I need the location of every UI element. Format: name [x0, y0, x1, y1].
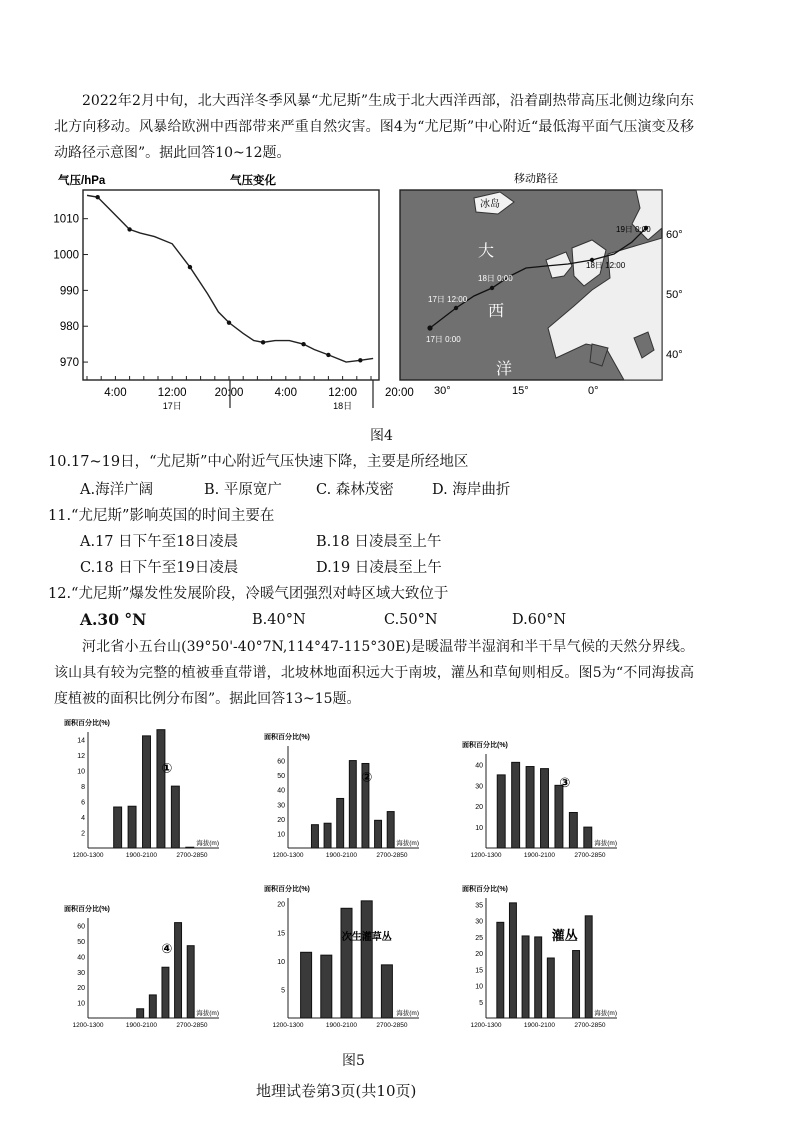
pressure-point: [227, 320, 231, 324]
lon-label: 15°: [512, 385, 529, 397]
intro-paragraph-2: 河北省小五台山(39°50'-40°7N,114°47-115°30E)是暖温带半湿润和半干旱气候的天然分界线。该山具有较为完整的植被垂直带谱，北坡林地面积远大于南坡，灌丛和草甸则相反。图5为“不同海拔高度植被的面积比例分布图”。据此回答13~15题。: [54, 639, 694, 707]
track-point: [454, 306, 458, 310]
bar: [361, 901, 372, 1018]
bar: [522, 936, 529, 1018]
day-label: 18日: [333, 401, 353, 411]
y-tick-label: 970: [59, 357, 79, 370]
y-axis-label: 面积百分比(%): [264, 886, 310, 893]
y-tick-label: 30: [77, 969, 85, 977]
y-tick-label: 14: [77, 737, 85, 745]
pressure-chart: [50, 168, 414, 413]
x-tick-label: 12:00: [157, 387, 187, 399]
bar: [375, 820, 382, 848]
y-tick-label: 6: [81, 799, 85, 807]
y-tick-label: 10: [277, 958, 285, 966]
chart-id-label: ③: [559, 774, 571, 790]
bar-chart: [262, 730, 427, 866]
q10-option-d: D. 海岸曲折: [432, 482, 511, 498]
bar: [509, 903, 516, 1018]
y-axis-label: 面积百分比(%): [64, 906, 110, 913]
bar: [175, 923, 182, 1018]
iceland-label: 冰岛: [480, 199, 500, 210]
question-12-stem: 12.“尤尼斯”爆发性发展阶段，冷暖气团强烈对峙区域大致位于: [48, 586, 449, 602]
question-10-stem: 10.17~19日，“尤尼斯”中心附近气压快速下降，主要是所经地区: [48, 454, 469, 470]
y-tick-label: 10: [277, 831, 285, 839]
ocean-char-1: 大: [478, 243, 495, 260]
bar: [187, 946, 194, 1018]
bar: [157, 730, 165, 848]
x-axis-label: 海拔(m): [196, 840, 219, 847]
y-tick-label: 5: [479, 999, 483, 1007]
y-tick-label: 40: [277, 787, 285, 795]
bar: [555, 785, 563, 848]
bar: [114, 807, 122, 848]
y-tick-label: 10: [475, 983, 483, 991]
question-11-stem: 11.“尤尼斯”影响英国的时间主要在: [48, 508, 275, 524]
x-tick-label: 20:00: [385, 387, 414, 399]
bar: [497, 775, 505, 848]
bar: [149, 995, 156, 1018]
q12-option-c: C.50°N: [384, 612, 438, 628]
x-tick-label: 1200-1300: [470, 1022, 502, 1029]
x-tick-label: 1200-1300: [470, 852, 502, 859]
y-tick-label: 15: [475, 967, 483, 975]
y-tick-label: 40: [475, 762, 483, 770]
bar: [541, 769, 549, 848]
lat-label: 50°: [666, 289, 683, 301]
y-tick-label: 20: [475, 804, 483, 812]
y-tick-label: 5: [281, 987, 285, 995]
track-label: 17日 0:00: [426, 335, 461, 344]
y-axis-label: 面积百分比(%): [64, 720, 110, 727]
y-tick-label: 1010: [53, 213, 79, 226]
y-tick-label: 50: [277, 773, 285, 781]
bar: [324, 823, 331, 848]
pressure-point: [261, 340, 265, 344]
bar-chart: [62, 716, 227, 866]
x-tick-label: 2700-2850: [574, 852, 606, 859]
y-tick-label: 20: [277, 901, 285, 909]
bar: [171, 786, 179, 848]
q10-option-a: A.海洋广阔: [80, 482, 154, 498]
bar: [512, 762, 520, 848]
pressure-title: 气压变化: [230, 175, 276, 187]
x-axis-label: 海拔(m): [396, 840, 419, 847]
chart-id-label: 灌丛: [551, 928, 578, 943]
y-tick-label: 990: [59, 285, 79, 298]
track-label: 18日 0:00: [478, 274, 513, 283]
bar: [569, 812, 577, 848]
lat-label: 40°: [666, 349, 683, 361]
y-tick-label: 60: [77, 923, 85, 931]
map-title: 移动路径: [514, 173, 558, 185]
y-tick-label: 50: [77, 939, 85, 947]
ocean-char-3: 洋: [496, 361, 513, 378]
x-tick-label: 1200-1300: [72, 852, 104, 859]
track-point: [490, 286, 494, 290]
x-axis-label: 海拔(m): [396, 1010, 419, 1017]
y-tick-label: 10: [77, 768, 85, 776]
bar: [143, 736, 151, 848]
bar-chart: [262, 882, 427, 1036]
bar: [349, 761, 356, 848]
y-tick-label: 2: [81, 830, 85, 838]
y-tick-label: 35: [475, 902, 483, 910]
y-tick-label: 40: [77, 954, 85, 962]
x-tick-label: 1200-1300: [72, 1022, 104, 1029]
bar: [585, 916, 592, 1018]
y-axis-label: 面积百分比(%): [462, 742, 508, 749]
x-tick-label: 1900-2100: [523, 852, 555, 859]
track-point: [427, 325, 432, 330]
page-footer: 地理试卷第3页(共10页): [256, 1082, 417, 1100]
q11-option-a: A.17 日下午至18日凌晨: [80, 534, 239, 550]
bar: [535, 937, 542, 1018]
y-tick-label: 30: [277, 802, 285, 810]
x-tick-label: 2700-2850: [376, 852, 408, 859]
x-tick-label: 1900-2100: [125, 852, 157, 859]
y-tick-label: 10: [77, 1000, 85, 1008]
track-label: 19日 0:00: [616, 225, 651, 234]
y-axis-label: 面积百分比(%): [462, 886, 508, 893]
bar: [497, 922, 504, 1018]
y-tick-label: 25: [475, 934, 483, 942]
x-axis-label: 海拔(m): [594, 1010, 617, 1017]
bar: [387, 812, 394, 848]
x-tick-label: 2700-2850: [376, 1022, 408, 1029]
y-tick-label: 30: [475, 918, 483, 926]
pressure-plot-frame: [83, 190, 379, 380]
x-tick-label: 2700-2850: [574, 1022, 606, 1029]
y-tick-label: 20: [475, 951, 483, 959]
pressure-point: [301, 342, 305, 346]
bar: [526, 767, 534, 848]
lon-label: 30°: [434, 385, 451, 397]
bar: [573, 951, 580, 1018]
track-map: [396, 168, 696, 398]
x-axis-label: 海拔(m): [196, 1010, 219, 1017]
y-axis-label: 面积百分比(%): [264, 734, 310, 741]
y-tick-label: 1000: [53, 249, 79, 262]
q11-option-c: C.18 日下午至19日凌晨: [80, 560, 239, 576]
x-tick-label: 2700-2850: [176, 852, 208, 859]
y-tick-label: 4: [81, 815, 85, 823]
day-label: 17日: [162, 401, 182, 411]
bar: [584, 827, 592, 848]
figure-5-caption: 图5: [342, 1053, 365, 1069]
y-tick-label: 30: [475, 783, 483, 791]
chart-id-label: ④: [161, 941, 173, 956]
y-tick-label: 8: [81, 784, 85, 792]
pressure-point: [188, 265, 192, 269]
y-tick-label: 10: [475, 825, 483, 833]
figure-4-caption: 图4: [370, 428, 393, 444]
x-tick-label: 4:00: [104, 387, 127, 399]
bar: [341, 908, 352, 1018]
y-tick-label: 12: [77, 753, 85, 761]
bar: [337, 798, 344, 848]
intro-paragraph-1: 2022年2月中旬，北大西洋冬季风暴“尤尼斯”生成于北大西洋西部，沿着副热带高压北侧边缘向东北方向移动。风暴给欧洲中西部带来严重自然灾害。图4为“尤尼斯”中心附近“最低海平面气压演变及移动路径示意图”。据此回答10~12题。: [54, 93, 694, 161]
x-tick-label: 1900-2100: [325, 852, 357, 859]
x-tick-label: 1200-1300: [272, 852, 304, 859]
pressure-ylabel: 气压/hPa: [58, 175, 106, 187]
bar-chart: [460, 882, 625, 1036]
q12-option-a: A.30 °N: [80, 610, 147, 629]
lon-label: 0°: [588, 385, 599, 397]
q12-option-b: B.40°N: [252, 612, 306, 628]
chart-id-label: 次生灌草丛: [341, 932, 392, 943]
bar-chart: [62, 902, 227, 1036]
y-tick-label: 20: [77, 985, 85, 993]
bar: [186, 847, 194, 848]
track-label: 17日 12:00: [428, 295, 468, 304]
q12-option-d: D.60°N: [512, 612, 567, 628]
y-tick-label: 60: [277, 758, 285, 766]
track-label: 18日 12:00: [586, 261, 626, 270]
x-tick-label: 20:00: [214, 387, 244, 399]
ocean-char-2: 西: [488, 303, 505, 320]
chart-id-label: ①: [161, 760, 173, 776]
bar: [547, 958, 554, 1018]
x-tick-label: 1900-2100: [325, 1022, 357, 1029]
x-tick-label: 2700-2850: [176, 1022, 208, 1029]
x-tick-label: 1200-1300: [272, 1022, 304, 1029]
pressure-point: [358, 358, 362, 362]
pressure-point: [95, 195, 99, 199]
pressure-point: [127, 227, 131, 231]
q10-option-c: C. 森林茂密: [316, 482, 394, 498]
chart-id-label: ②: [361, 769, 373, 785]
bar: [321, 955, 332, 1018]
pressure-line: [87, 195, 373, 362]
lat-label: 60°: [666, 229, 683, 241]
y-tick-label: 20: [277, 816, 285, 824]
bar-chart: [460, 738, 625, 866]
bar: [162, 967, 169, 1018]
y-tick-label: 980: [59, 321, 79, 334]
bar: [301, 952, 312, 1018]
q10-option-b: B. 平原宽广: [204, 482, 282, 498]
q11-option-b: B.18 日凌晨至上午: [316, 534, 442, 550]
x-tick-label: 12:00: [328, 387, 357, 399]
pressure-point: [326, 353, 330, 357]
bar: [137, 1009, 144, 1018]
x-tick-label: 1900-2100: [125, 1022, 157, 1029]
x-tick-label: 4:00: [274, 387, 297, 399]
x-tick-label: 1900-2100: [523, 1022, 555, 1029]
y-tick-label: 15: [277, 930, 285, 938]
q11-option-d: D.19 日凌晨至上午: [316, 560, 442, 576]
bar: [311, 825, 318, 848]
x-axis-label: 海拔(m): [594, 840, 617, 847]
bar: [128, 806, 136, 848]
bar: [381, 965, 392, 1018]
